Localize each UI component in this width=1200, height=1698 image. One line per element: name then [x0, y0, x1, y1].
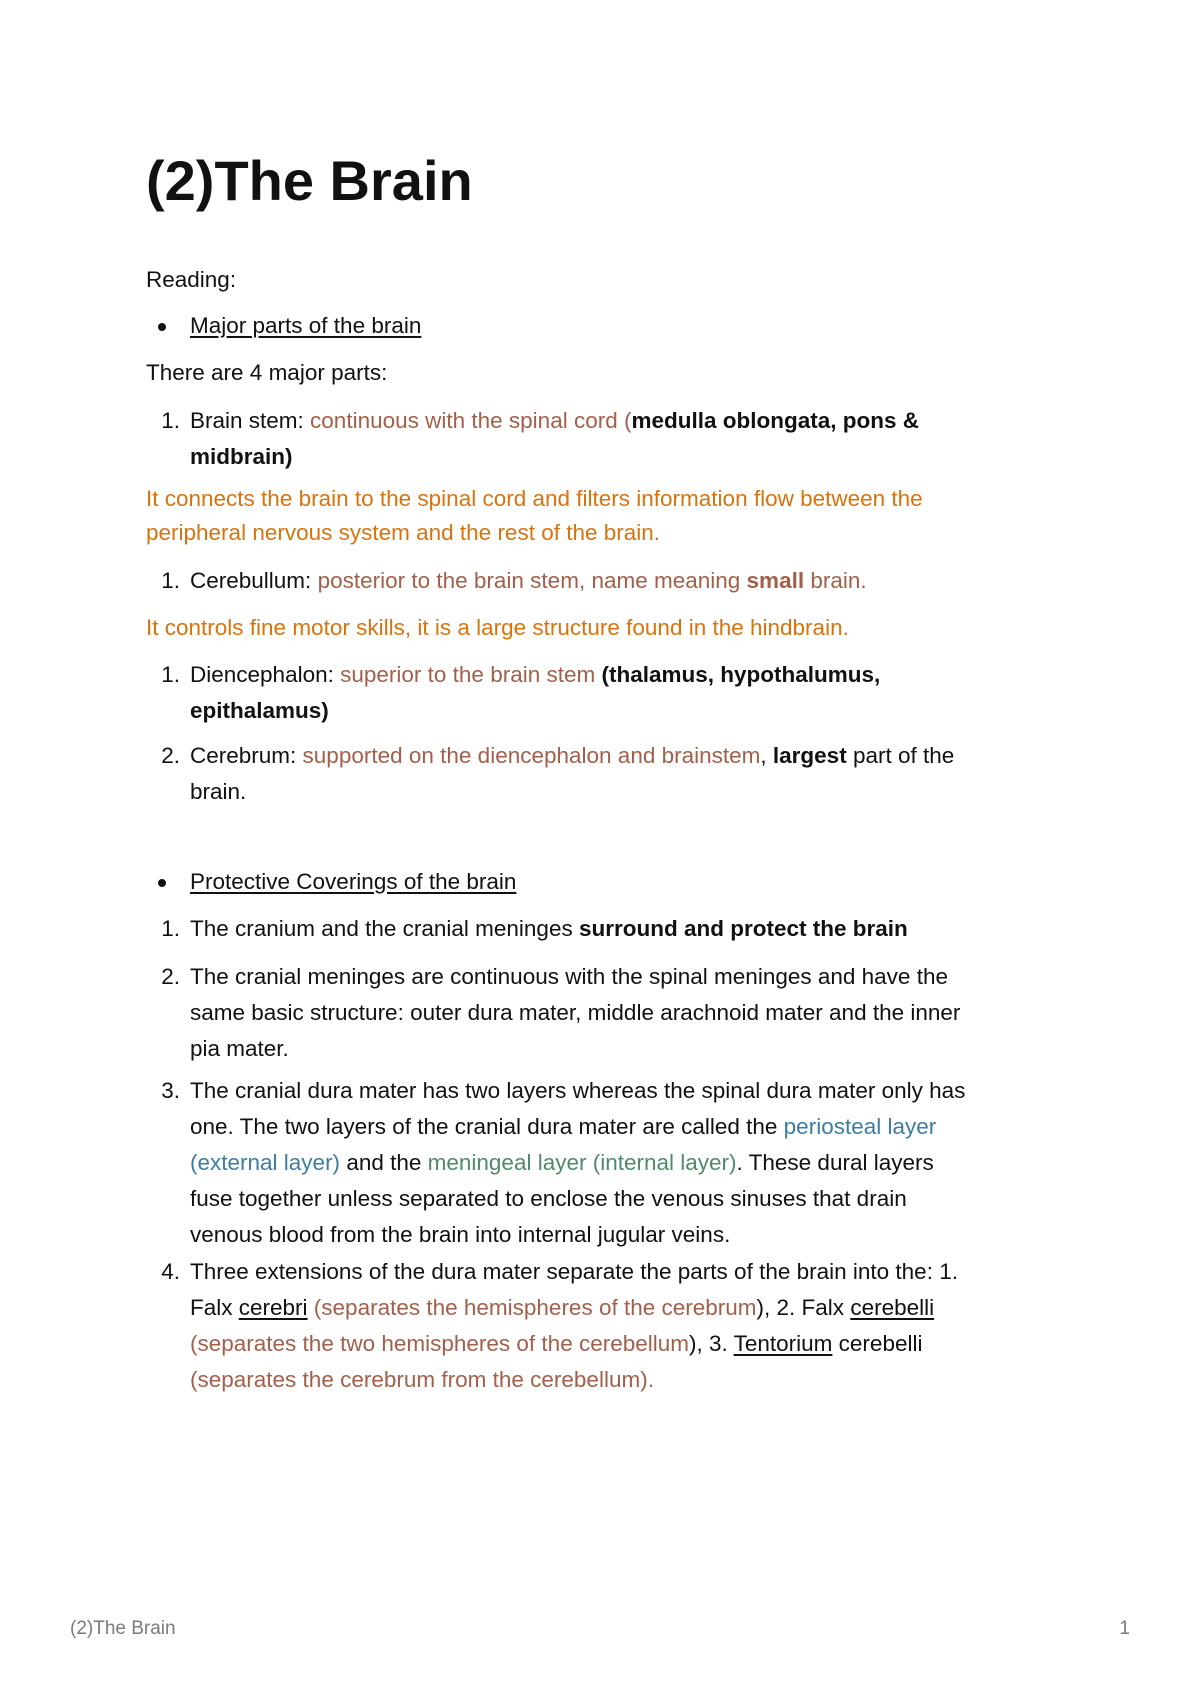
footer-title: (2)The Brain — [70, 1618, 176, 1639]
reading-label: Reading: — [146, 267, 237, 292]
page-number: 1 — [1119, 1618, 1130, 1639]
page-title: (2)The Brain — [146, 149, 473, 212]
bullet-icon — [158, 879, 166, 887]
note-brain-stem-line1: It connects the brain to the spinal cord and filters information flow between the — [146, 486, 923, 511]
note-cerebullum: It controls fine motor skills, it is a large structure found in the hindbrain. — [146, 615, 849, 640]
bullet-icon — [158, 323, 166, 331]
note-brain-stem-line2: peripheral nervous system and the rest of the brain. — [146, 520, 661, 545]
intro-text: There are 4 major parts: — [146, 360, 388, 385]
